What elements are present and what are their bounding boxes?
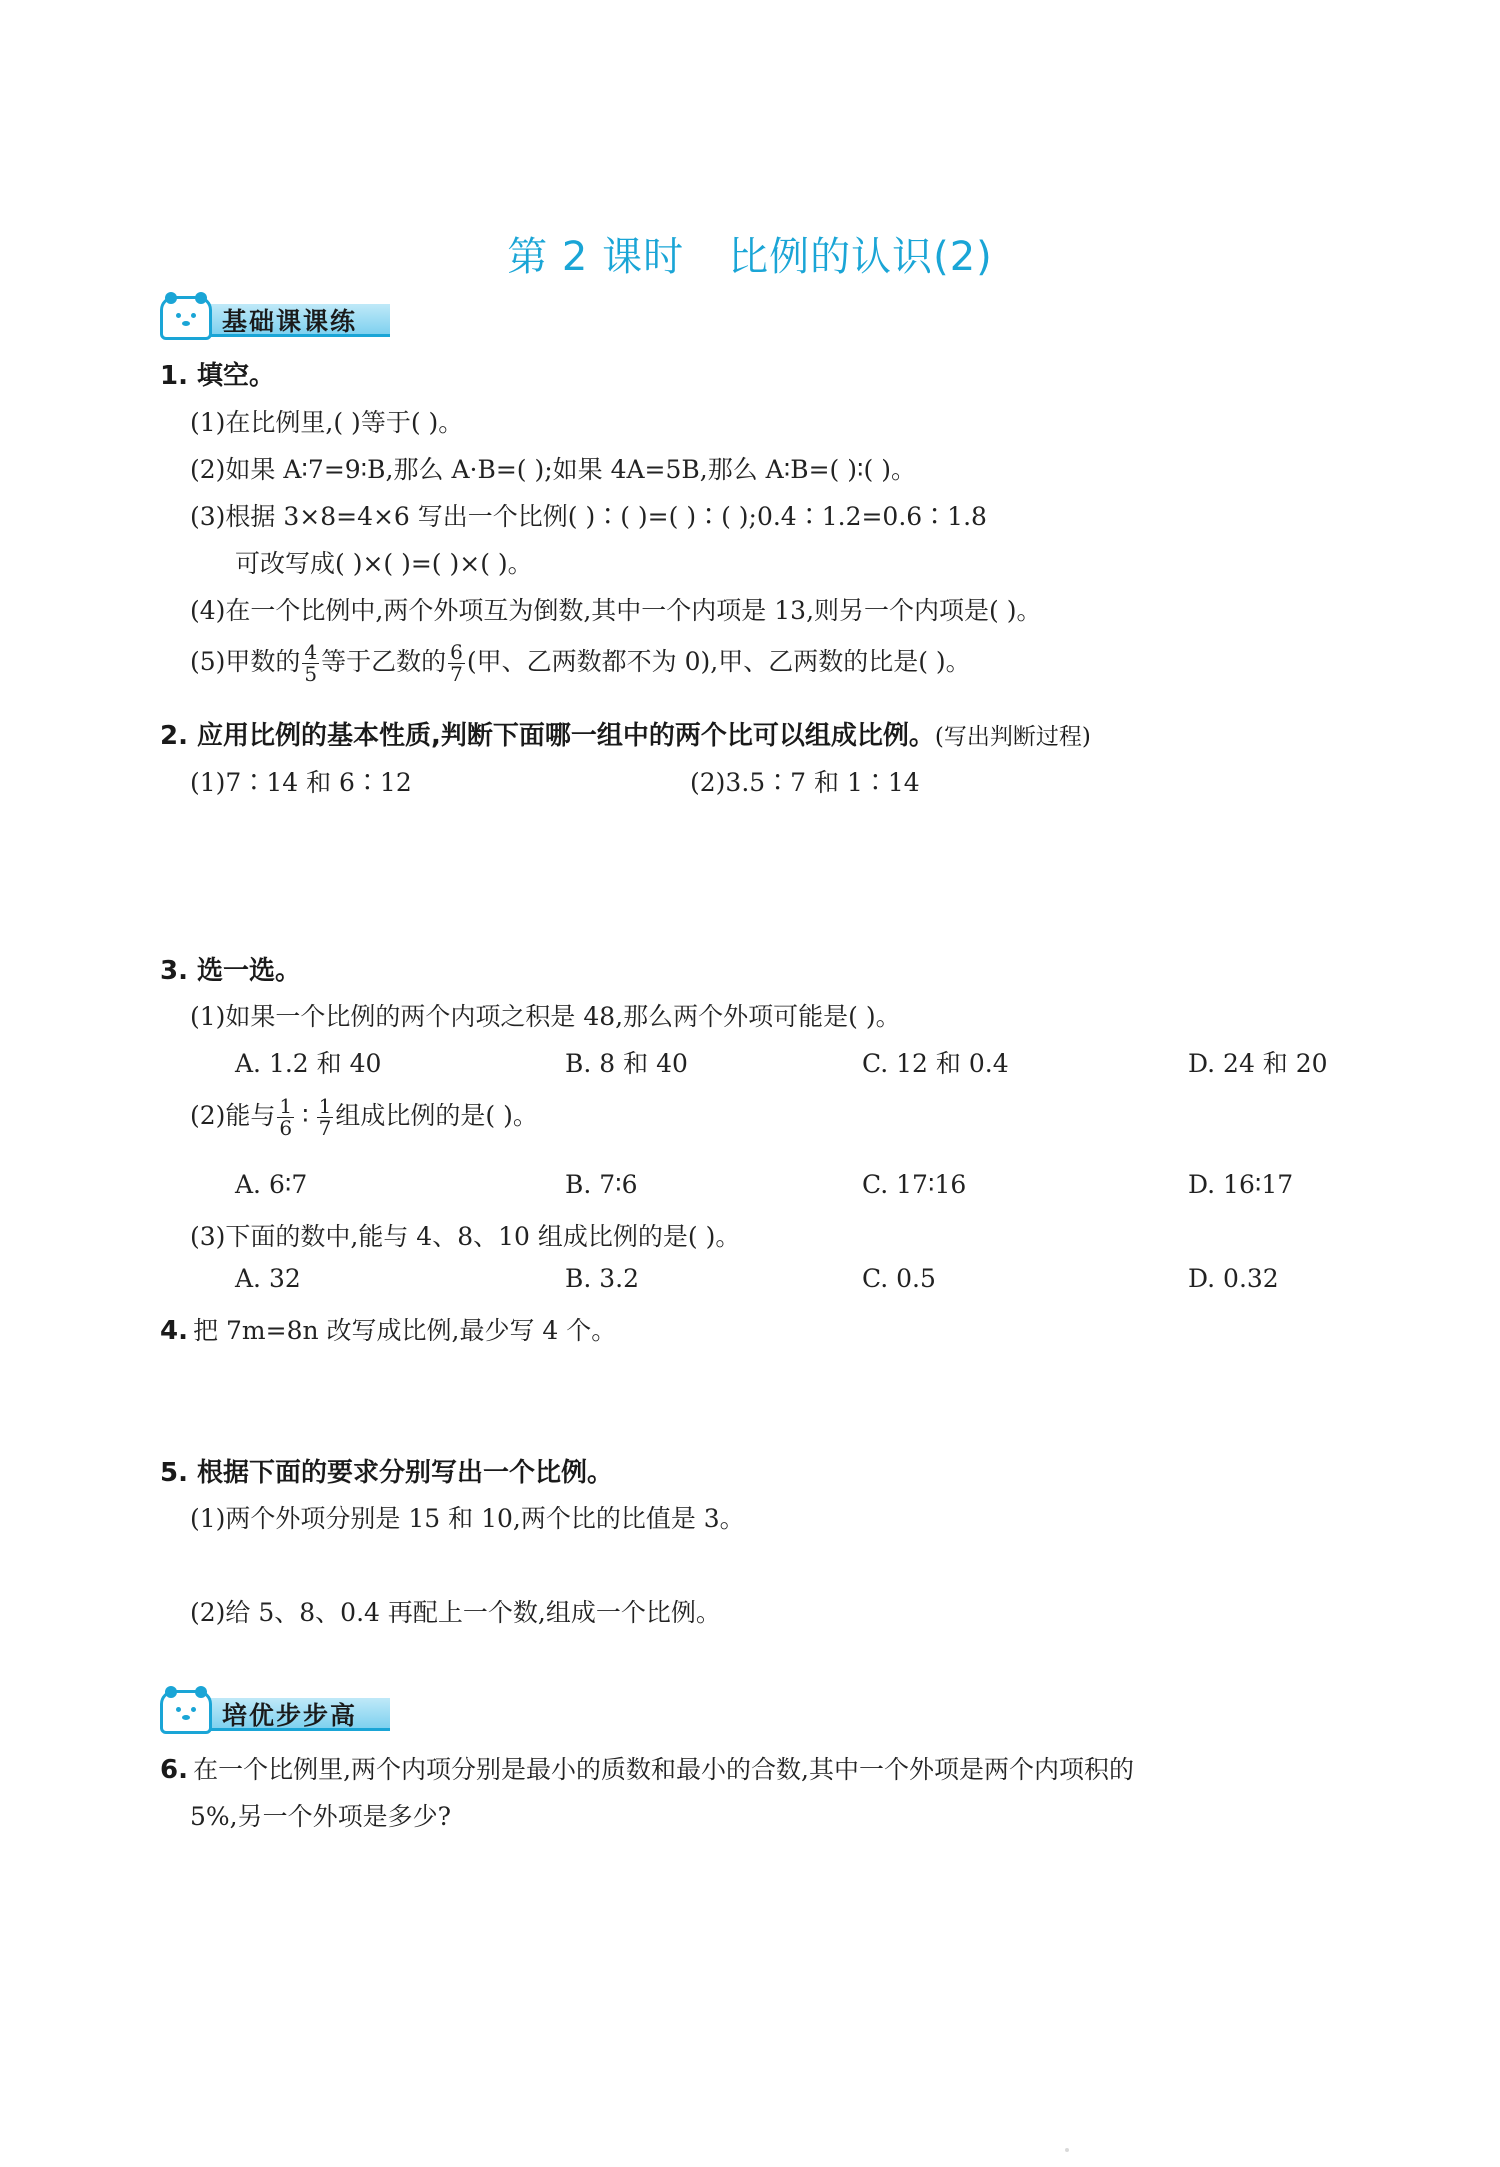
fraction-four-fifths: $\frac{4}{5}$ (304, 640, 318, 686)
lesson-topic: 比例的认识(2) (728, 234, 993, 280)
question-6-number: 6. (160, 1755, 188, 1785)
question-3-part-1: (1)如果一个比例的两个内项之积是 48,那么两个外项可能是( )。 (190, 1002, 901, 1031)
question-4-text: 把 7m=8n 改写成比例,最少写 4 个。 (193, 1316, 617, 1345)
question-1-part-3-continued: 可改写成( )×( )=( )×( )。 (235, 549, 533, 578)
section-header-advanced (160, 1690, 390, 1736)
choice-option: C. 0.5 (862, 1264, 936, 1293)
section-header-basic (160, 296, 390, 342)
question-4-number: 4. (160, 1316, 188, 1346)
page-title (0, 225, 1500, 282)
question-4 (160, 1311, 616, 1347)
question-1-part-5: (5)甲数的 $\frac{4}{5}$ 等于乙数的 $\frac{6}{7}$ (甲、乙两数都不为 0),甲、乙两数的比是( )。 (190, 640, 971, 686)
question-6-line-2: 5%,另一个外项是多少? (190, 1802, 452, 1831)
choice-option: D. 24 和 20 (1188, 1049, 1328, 1078)
question-1-part-4: (4)在一个比例中,两个外项互为倒数,其中一个内项是 13,则另一个内项是( )。 (190, 596, 1042, 625)
choice-option: B. 3.2 (565, 1264, 640, 1293)
bear-mascot-icon (160, 1690, 212, 1734)
question-3-part-2: (2)能与 $\frac{1}{6}$ ∶ $\frac{1}{7}$ 组成比例的是( )。 (190, 1094, 538, 1140)
choice-option: A. 1.2 和 40 (235, 1049, 382, 1078)
bear-mascot-icon (160, 296, 212, 340)
fraction-six-sevenths: $\frac{6}{7}$ (450, 640, 463, 686)
choice-option: B. 8 和 40 (565, 1049, 688, 1078)
section-label: 基础课课练 (222, 307, 358, 336)
section-label: 培优步步高 (222, 1701, 358, 1730)
choice-option: A. 6∶7 (235, 1170, 308, 1199)
choice-option: C. 12 和 0.4 (862, 1049, 1009, 1078)
choice-option: A. 32 (235, 1264, 301, 1293)
fraction-one-seventh: $\frac{1}{7}$ (318, 1094, 332, 1140)
question-5-part-2: (2)给 5、8、0.4 再配上一个数,组成一个比例。 (190, 1598, 721, 1627)
question-2-part-1: (1)7∶14 和 6∶12 (190, 768, 412, 797)
question-2-part-2: (2)3.5∶7 和 1∶14 (690, 768, 920, 797)
question-1-part-1: (1)在比例里,( )等于( )。 (190, 408, 464, 437)
fraction-one-sixth: $\frac{1}{6}$ (279, 1094, 293, 1140)
scan-speck (1065, 2148, 1069, 2152)
question-5-heading: 5. 根据下面的要求分别写出一个比例。 (160, 1458, 614, 1488)
lesson-number: 第 2 课时 (507, 234, 685, 280)
choice-option: D. 0.32 (1188, 1264, 1279, 1293)
choice-option: C. 17∶16 (862, 1170, 967, 1199)
question-6-line-1: 6. 在一个比例里,两个内项分别是最小的质数和最小的合数,其中一个外项是两个内项积的 (160, 1755, 1134, 1785)
choice-option: D. 16∶17 (1188, 1170, 1294, 1199)
choice-option: B. 7∶6 (565, 1170, 638, 1199)
question-5-part-1: (1)两个外项分别是 15 和 10,两个比的比值是 3。 (190, 1504, 745, 1533)
question-1-heading: 1. 填空。 (160, 361, 276, 391)
question-1-part-3: (3)根据 3×8=4×6 写出一个比例( )∶( )=( )∶( );0.4∶1.2=0.6∶1.8 (190, 502, 987, 531)
question-3-heading: 3. 选一选。 (160, 956, 302, 986)
question-2-note: (写出判断过程) (934, 724, 1091, 750)
question-1-part-2: (2)如果 A∶7=9∶B,那么 A·B=( );如果 4A=5B,那么 A∶B=( )∶( )。 (190, 455, 916, 484)
question-2-heading: 2. 应用比例的基本性质,判断下面哪一组中的两个比可以组成比例。(写出判断过程) (160, 721, 1091, 751)
question-3-part-3: (3)下面的数中,能与 4、8、10 组成比例的是( )。 (190, 1222, 741, 1251)
